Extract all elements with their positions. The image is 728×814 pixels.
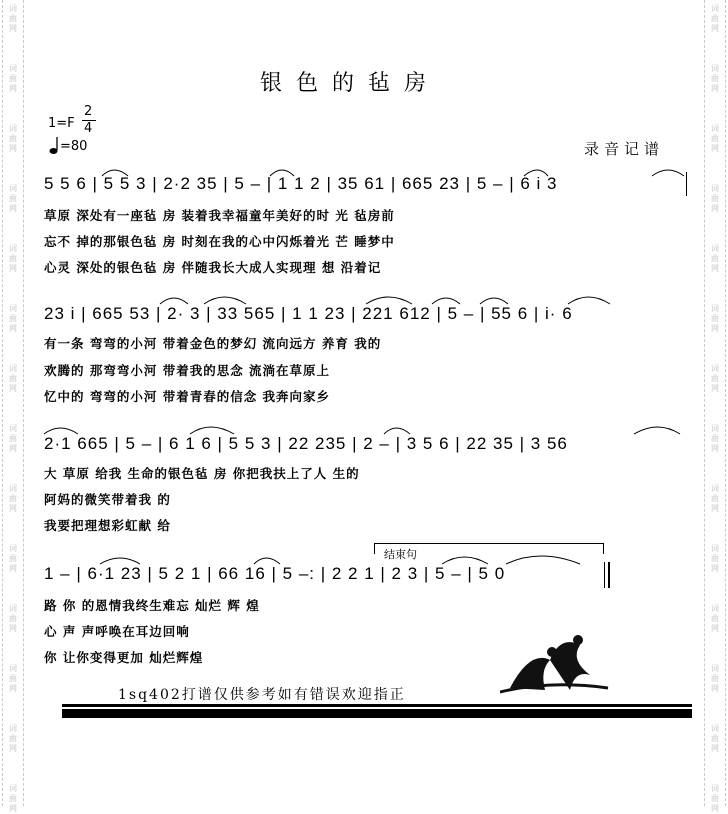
final-barline [608, 562, 610, 588]
margin-watermark-text: 词 曲 网 [9, 364, 17, 393]
margin-watermark-text: 词 曲 网 [711, 664, 719, 693]
margin-watermark-text: 词 曲 网 [9, 604, 17, 633]
margin-watermark-text: 词 曲 网 [9, 4, 17, 33]
lyric-row-3-verse-2: 阿妈的微笑带着我 的 [44, 492, 171, 507]
margin-watermark-text: 词 曲 网 [9, 304, 17, 333]
margin-watermark-text: 词 曲 网 [711, 304, 719, 333]
notation-row-4: 1 – | 6·1 23 | 5 2 1 | 66 16 | 5 –: | 2 2 1 | 2 3 | 5 – | 5 0 [44, 564, 506, 583]
margin-watermark-text: 词 曲 网 [9, 544, 17, 573]
lyric-row-3-verse-1: 大 草原 给我 生命的银色毡 房 你把我扶上了人 生的 [44, 466, 360, 481]
lyric-row-1-verse-3: 心灵 深处的银色毡 房 伴随我长大成人实现理 想 沿着记 [44, 260, 382, 275]
lyric-row-1-verse-2: 忘不 掉的那银色毡 房 时刻在我的心中闪烁着光 芒 睡梦中 [44, 234, 395, 249]
bottom-rule-thick [62, 709, 692, 718]
margin-watermark-text: 词 曲 网 [9, 424, 17, 453]
ending-label: 结束句 [384, 548, 417, 561]
margin-watermark-text: 词 曲 网 [711, 4, 719, 33]
slurs-row-1 [40, 160, 690, 180]
lyric-row-2-verse-2: 欢腾的 那弯弯小河 带着我的思念 流淌在草原上 [44, 363, 331, 378]
slurs-row-2 [40, 288, 690, 308]
barline [604, 562, 605, 588]
lyric-row-1-verse-1: 草原 深处有一座毡 房 装着我幸福童年美好的时 光 毡房前 [44, 208, 395, 223]
margin-watermark-text: 词 曲 网 [711, 484, 719, 513]
meter-top: 2 [84, 104, 93, 119]
margin-watermark-text: 词 曲 网 [9, 784, 17, 813]
margin-watermark-text: 词 曲 网 [711, 184, 719, 213]
margin-watermark-text: 词 曲 网 [9, 64, 17, 93]
meter-bottom: 4 [84, 121, 93, 136]
song-title: 银色的毡房 [260, 71, 441, 96]
margin-watermark-text: 词 曲 网 [711, 544, 719, 573]
lyric-row-4-verse-2: 心 声 声呼唤在耳边回响 [44, 624, 190, 639]
lyric-row-2-verse-1: 有一条 弯弯的小河 带着金色的梦幻 流向远方 养育 我的 [44, 336, 382, 351]
margin-watermark-text: 词 曲 网 [711, 124, 719, 153]
tempo: =80 [60, 139, 88, 154]
margin-watermark-text: 词 曲 网 [711, 724, 719, 753]
notation-row-2: 23 i | 665 53 | 2· 3 | 33 565 | 1 1 23 | 221 612 | 5 – | 55 6 | i· 6 [44, 304, 573, 323]
margin-watermark-text: 词 曲 网 [9, 664, 17, 693]
recorder-credit: 录音记谱 [584, 140, 665, 158]
bottom-rule-thin [62, 704, 692, 707]
margin-watermark-text: 词 曲 网 [9, 124, 17, 153]
lyric-row-4-verse-3: 你 让你变得更加 灿烂辉煌 [44, 650, 204, 665]
slurs-row-3 [40, 418, 690, 438]
notation-row-1: 5 5 6 | 5 5 3 | 2·2 35 | 5 – | 1 1 2 | 35 61 | 665 23 | 5 – | 6 i 3 [44, 174, 558, 193]
margin-watermark-text: 词 曲 网 [9, 244, 17, 273]
dancers-illustration-icon [500, 630, 610, 704]
margin-watermark-text: 词 曲 网 [711, 244, 719, 273]
key-signature: 1=F [48, 116, 75, 131]
margin-watermark-text: 词 曲 网 [711, 784, 719, 813]
margin-watermark-text: 词 曲 网 [711, 64, 719, 93]
margin-watermark-text: 词 曲 网 [9, 484, 17, 513]
margin-watermark-text: 词 曲 网 [711, 364, 719, 393]
notation-row-3: 2·1 665 | 5 – | 6 1 6 | 5 5 3 | 22 235 | 2 – | 3 5 6 | 22 35 | 3 56 [44, 434, 568, 453]
lyric-row-2-verse-3: 忆中的 弯弯的小河 带着青春的信念 我奔向家乡 [44, 389, 331, 404]
lyric-row-3-verse-3: 我要把理想彩虹献 给 [44, 518, 171, 533]
slurs-row-4 [40, 548, 690, 568]
margin-watermark-text: 词 曲 网 [711, 424, 719, 453]
margin-watermark-text: 词 曲 网 [9, 184, 17, 213]
footer-note: 1sq402打谱仅供参考如有错误欢迎指正 [118, 687, 406, 703]
quarter-note-icon [48, 136, 60, 160]
margin-watermark-text: 词 曲 网 [9, 724, 17, 753]
margin-watermark-text: 词 曲 网 [711, 604, 719, 633]
lyric-row-4-verse-1: 路 你 的恩情我终生难忘 灿烂 辉 煌 [44, 598, 260, 613]
